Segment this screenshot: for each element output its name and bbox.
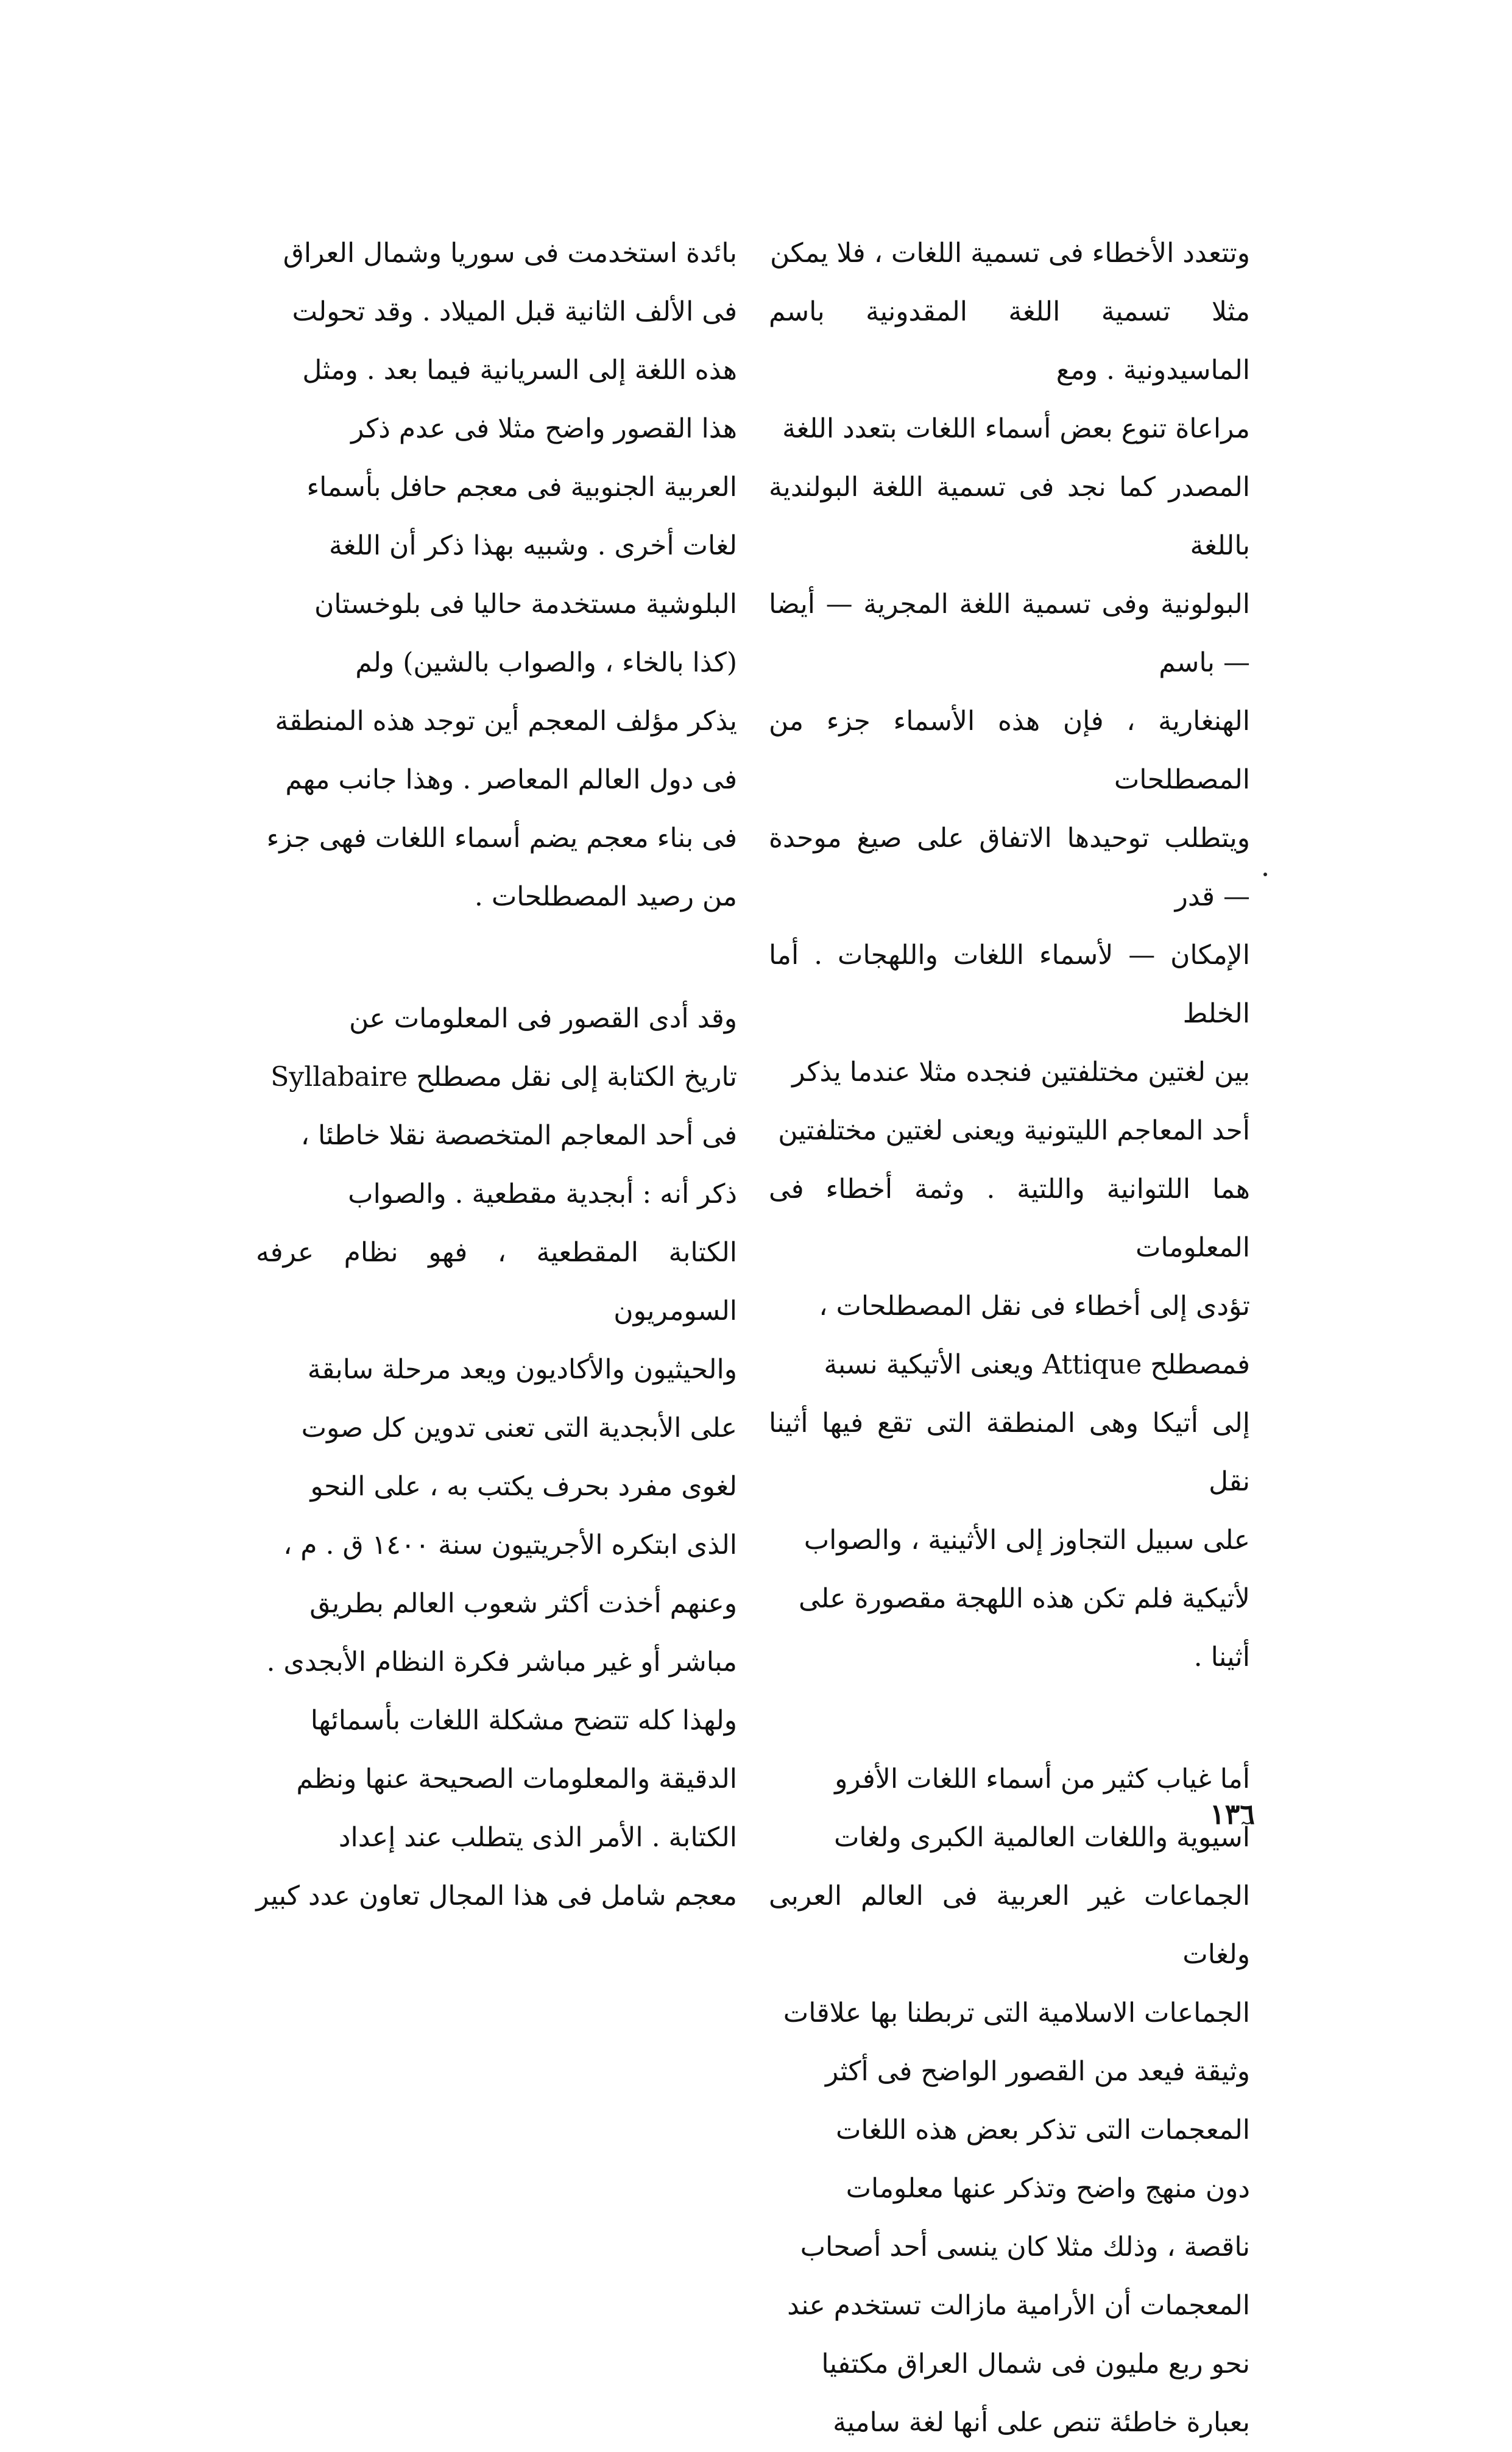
paragraph-spacer: [256, 926, 737, 990]
left-paragraph-1: بائدة استخدمت فى سوريا وشمال العراق فى الألف الثانية قبل الميلاد . وقد تحولت هذه اللغة إلى السريانية فيما بعد . ومثل هذا القصور واضح مثلا فى عدم ذكر العربية الجنوبية فى معجم حافل بأسماء لغات أخرى . وشبيه بهذا ذكر أن اللغة البلوشية مستخدمة حاليا فى بلوخستان (كذا بالخاء ، والصواب بالشين) ولم يذكر مؤلف المعجم أين توجد هذه المنطقة فى دول العالم المعاصر . وهذا جانب مهم فى بناء معجم يضم أسماء اللغات فهى جزء من رصيد المصطلحات .: [266, 238, 737, 912]
left-text-column: [256, 224, 737, 1926]
margin-dot-mark: [1263, 873, 1267, 876]
paragraph-spacer: [769, 1687, 1250, 1750]
page-number: ١٣٦: [1209, 1798, 1255, 1830]
right-text-column: [769, 224, 1250, 2452]
right-paragraph-2: أما غياب كثير من أسماء اللغات الأفرو آسيوية واللغات العالمية الكبرى ولغات الجماعات غير العربية فى العالم العربى ولغات الجماعات الاسلامية التى تربطنا بها علاقات وثيقة فيعد من القصور الواضح فى أكثر المعجمات التى تذكر بعض هذه اللغات دون منهج واضح وتذكر عنها معلومات ناقصة ، وذلك مثلا كان ينسى أحد أصحاب المعجمات أن الأرامية مازالت تستخدم عند نحو ربع مليون فى شمال العراق مكتفيا بعبارة خاطئة تنص على أنها لغة سامية: [769, 1763, 1250, 2438]
left-paragraph-2: وقد أدى القصور فى المعلومات عن تاريخ الكتابة إلى نقل مصطلح Syllabaire فى أحد المعاجم المتخصصة نقلا خاطئا ، ذكر أنه : أبجدية مقطعية . والصواب الكتابة المقطعية ، فهو نظام عرفه السومريون والحيثيون والأكاديون ويعد مرحلة سابقة على الأبجدية التى تعنى تدوين كل صوت لغوى مفرد بحرف يكتب به ، على النحو الذى ابتكره الأجريتيون سنة ١٤٠٠ ق . م ، وعنهم أخذت أكثر شعوب العالم بطريق مباشر أو غير مباشر فكرة النظام الأبجدى . ولهذا كله تتضح مشكلة اللغات بأسمائها الدقيقة والمعلومات الصحيحة عنها ونظم الكتابة . الأمر الذى يتطلب عند إعداد معجم شامل فى هذا المجال تعاون عدد كبير: [256, 1003, 737, 1912]
right-paragraph-1: وتتعدد الأخطاء فى تسمية اللغات ، فلا يمكن مثلا تسمية اللغة المقدونية باسم الماسيدونية . ومع مراعاة تنوع بعض أسماء اللغات بتعدد اللغة المصدر كما نجد فى تسمية اللغة البولندية باللغة البولونية وفى تسمية اللغة المجرية — أيضا — باسم الهنغارية ، فإن هذه الأسماء جزء من المصطلحات ويتطلب توحيدها الاتفاق على صيغ موحدة — قدر الإمكان — لأسماء اللغات واللهجات . أما الخلط بين لغتين مختلفتين فنجده مثلا عندما يذكر أحد المعاجم الليتونية ويعنى لغتين مختلفتين هما اللتوانية واللتية . وثمة أخطاء فى المعلومات تؤدى إلى أخطاء فى نقل المصطلحات ، فمصطلح Attique ويعنى الأتيكية نسبة إلى أتيكا وهى المنطقة التى تقع فيها أثينا نقل على سبيل التجاوز إلى الأثينية ، والصواب لأتيكية فلم تكن هذه اللهجة مقصورة على أثينا .: [769, 238, 1250, 1673]
